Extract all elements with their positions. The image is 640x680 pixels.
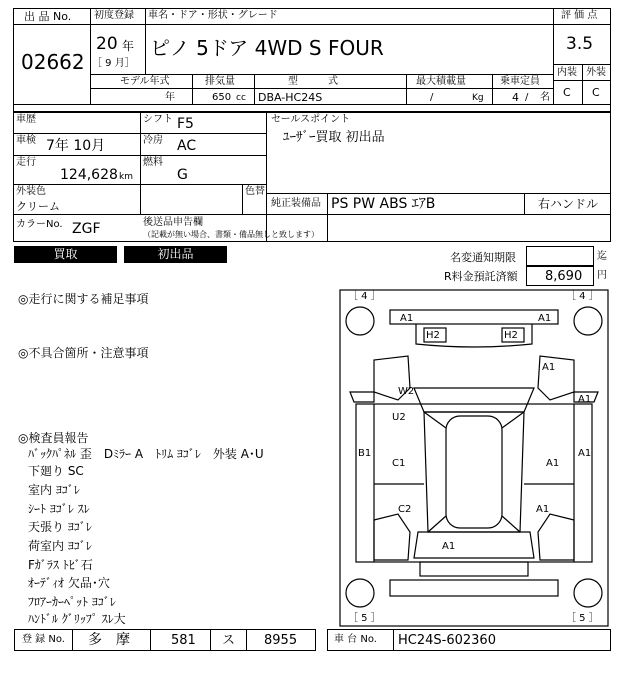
exterior-grade: C: [592, 86, 600, 99]
load-label: 最大積載量: [416, 76, 466, 87]
fuel-value: G: [177, 167, 188, 183]
equipment-label: 純正装備品: [271, 198, 321, 209]
color-no-label: カラーNo.: [16, 219, 63, 230]
report-line: ﾌﾛｱｰｶｰﾍﾟｯﾄ ﾖｺﾞﾚ: [28, 595, 116, 609]
chassis-label: 車 台 No.: [334, 634, 377, 645]
inspection-label: 車検: [16, 135, 36, 146]
load-unit: Kg: [472, 93, 484, 103]
sales-point-value: ﾕｰｻﾞｰ買取 初出品: [283, 130, 385, 145]
model-year-label: モデル年式: [120, 76, 170, 87]
reg-num: 8955: [264, 633, 298, 648]
car-name: ピノ 5ドア 4WD S FOUR: [150, 36, 384, 60]
front-bumper: [390, 310, 558, 324]
shift-value: F5: [177, 116, 194, 132]
corner-label-top-right: ［ 4 ］: [566, 291, 599, 302]
damage-mark: A1: [536, 504, 550, 515]
color-value: クリーム: [16, 200, 60, 213]
transfer-deadline-unit: 迄: [597, 251, 607, 262]
windshield: [414, 388, 534, 412]
purchase-badge: 買取: [14, 246, 117, 263]
history-label: 車歴: [16, 114, 36, 125]
mileage-value: 124,628: [60, 167, 118, 183]
reg-area: 多 摩: [88, 632, 130, 648]
roof: [424, 412, 524, 532]
reg-kana: ス: [222, 633, 236, 648]
ac-label: 冷房: [143, 135, 163, 146]
mirror-left: [350, 392, 374, 402]
lot-label: 出 品 No.: [24, 10, 72, 23]
rear-bumper: [390, 580, 558, 596]
reg-class: 581: [171, 633, 196, 648]
interior-grade: C: [563, 86, 571, 99]
color-label: 外装色: [16, 186, 46, 197]
damage-mark: C2: [398, 504, 412, 515]
sales-point-label: セールスポイント: [271, 114, 351, 125]
capacity-slash: /: [525, 92, 529, 103]
recycle-value: 8,690: [545, 269, 583, 284]
damage-mark: U2: [392, 412, 406, 423]
defects-notes-label: ◎不具合箇所・注意事項: [18, 346, 149, 360]
corner-label-top-left: ［ 4 ］: [348, 291, 381, 302]
rear-fender-left: [374, 514, 410, 560]
tire-rear-right: [574, 579, 602, 607]
reg-year: 20: [96, 34, 118, 54]
score-label: 評 価 点: [561, 10, 598, 21]
inspector-report-label: ◎検査員報告: [18, 431, 89, 445]
type-label: 型 式: [288, 76, 338, 87]
mileage-unit: km: [119, 172, 133, 182]
displacement-label: 排気量: [205, 76, 235, 87]
damage-mark: A1: [538, 313, 552, 324]
capacity-unit: 名: [540, 92, 550, 103]
report-line: 下廻り SC: [28, 464, 84, 478]
car-label: 車名・ドア・形状・グレード: [148, 10, 278, 21]
corner-label-bottom-right: ［ 5 ］: [566, 613, 599, 624]
car-damage-diagram: [338, 288, 610, 628]
tail-panel: [420, 562, 528, 576]
report-line: 室内 ﾖｺﾞﾚ: [28, 483, 80, 497]
chassis-no: HC24S-602360: [398, 633, 496, 648]
tire-front-right: [574, 307, 602, 335]
first-listing-badge: 初出品: [124, 246, 227, 263]
load-slash: /: [430, 92, 434, 103]
reg-month: ［ 9 月］: [92, 58, 135, 69]
report-line: Fｶﾞﾗｽ ﾄﾋﾞ石: [28, 558, 93, 572]
model-year-unit: 年: [165, 92, 175, 103]
report-line: 荷室内 ﾖｺﾞﾚ: [28, 539, 92, 553]
interior-label: 内装: [557, 67, 577, 78]
damage-mark: C1: [392, 458, 406, 469]
ac-value: AC: [177, 138, 197, 154]
driving-notes-label: ◎走行に関する補足事項: [18, 292, 149, 306]
damage-mark: B1: [358, 448, 372, 459]
damage-mark: H2: [504, 330, 518, 341]
displacement-unit: cc: [236, 93, 246, 103]
recycle-unit: 円: [597, 270, 607, 281]
tire-rear-left: [346, 579, 374, 607]
shipping-note: （記載が無い場合、書類・備品無しと致します）: [143, 230, 319, 239]
inspection-value: 7年 10月: [46, 138, 106, 154]
damage-mark: A1: [400, 313, 414, 324]
damage-mark: A1: [442, 541, 456, 552]
report-line: ﾊﾝﾄﾞﾙ ｸﾞﾘｯﾌﾟ ｽﾚ大: [28, 612, 126, 626]
recycle-label: R料金預託済額: [444, 270, 518, 283]
steering-value: 右ハンドル: [538, 197, 599, 211]
shipping-label: 後送品申告欄: [143, 217, 203, 228]
roof-panel: [446, 416, 502, 528]
reg-no-label: 登 録 No.: [22, 634, 65, 645]
damage-mark: A1: [578, 448, 592, 459]
exterior-label: 外装: [586, 67, 606, 78]
damage-mark: A1: [546, 458, 560, 469]
reg-label: 初度登録: [94, 10, 134, 21]
color-change-label: 色替: [245, 186, 265, 197]
shift-label: シフト: [143, 114, 173, 125]
score: 3.5: [566, 34, 594, 54]
rear-hatch: [414, 532, 534, 558]
year-unit: 年: [122, 39, 135, 53]
capacity-label: 乗車定員: [500, 76, 540, 87]
report-line: ﾊﾞｯｸﾊﾟﾈﾙ 歪 Dﾐﾗｰ A ﾄﾘﾑ ﾖｺﾞﾚ 外装 A･U: [28, 447, 264, 461]
fuel-label: 燃料: [143, 157, 163, 168]
lot-number: 02662: [21, 50, 85, 74]
tire-front-left: [346, 307, 374, 335]
transfer-deadline-label: 名変通知期限: [450, 251, 516, 264]
corner-label-bottom-left: ［ 5 ］: [348, 613, 381, 624]
body-side-outline: [356, 404, 592, 562]
type-value: DBA-HC24S: [258, 91, 323, 104]
transfer-deadline-box: [526, 246, 594, 266]
report-line: ｵｰﾃﾞｨｵ 欠品･穴: [28, 576, 110, 590]
damage-mark: W2: [398, 386, 415, 397]
capacity: 4: [512, 91, 519, 104]
report-line: ｼｰﾄ ﾖｺﾞﾚ ｽﾚ: [28, 502, 90, 516]
displacement: 650: [212, 92, 232, 103]
damage-mark: A1: [578, 394, 592, 405]
mileage-label: 走行: [16, 157, 36, 168]
damage-mark: A1: [542, 362, 556, 373]
report-line: 天張り ﾖｺﾞﾚ: [28, 520, 92, 534]
equipment-value: PS PW ABS ｴｱB: [331, 196, 436, 212]
damage-mark: H2: [426, 330, 440, 341]
color-no-value: ZGF: [72, 221, 101, 237]
rear-fender-right: [538, 514, 574, 560]
